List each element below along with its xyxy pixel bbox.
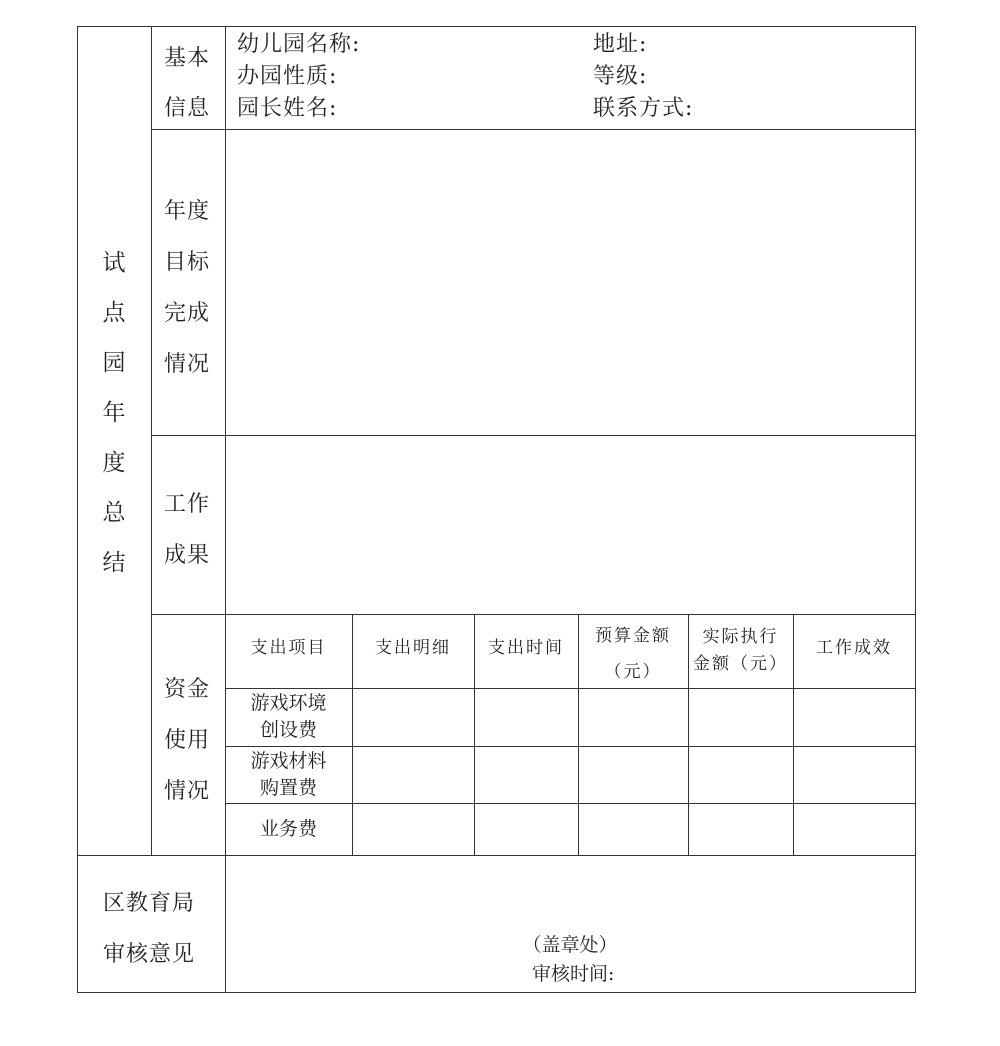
divider-work-results — [151, 614, 916, 615]
work-results-label-1: 工作 — [164, 492, 211, 517]
divider-fund-row1 — [225, 746, 916, 747]
border-bottom — [77, 992, 916, 993]
divider-label-col — [225, 26, 226, 993]
section-char: 结 — [102, 550, 126, 576]
funds-label-2: 使用 — [164, 728, 211, 753]
row2-item-line2: 购置费 — [259, 777, 317, 799]
kindergarten-name-field: 幼儿园名称: — [237, 32, 361, 57]
header-expense-time: 支出时间 — [488, 638, 564, 658]
row2-item-line1: 游戏材料 — [250, 750, 327, 772]
divider-review — [77, 855, 916, 856]
funds-label-3: 情况 — [164, 779, 211, 804]
annual-goals-label-3: 完成 — [164, 301, 211, 326]
border-top — [77, 26, 916, 27]
header-actual-line1: 实际执行 — [702, 627, 779, 647]
address-field: 地址: — [593, 32, 648, 57]
row1-item-line1: 游戏环境 — [250, 692, 327, 714]
divider-annual-goals — [151, 435, 916, 436]
section-char: 度 — [102, 450, 126, 476]
annual-goals-label-2: 目标 — [164, 250, 211, 275]
fund-col-4 — [578, 614, 579, 856]
review-label-line2: 审核意见 — [103, 942, 196, 967]
divider-fund-row2 — [225, 803, 916, 804]
section-char: 年 — [102, 400, 126, 426]
work-results-label-2: 成果 — [164, 543, 211, 568]
row1-item-line2: 创设费 — [259, 719, 317, 741]
basic-info-label-line1: 基本 — [164, 46, 211, 71]
fund-col-5 — [688, 614, 689, 856]
section-char: 点 — [102, 300, 126, 326]
header-actual-line2: 金额（元） — [693, 654, 788, 674]
nature-field: 办园性质: — [237, 64, 338, 89]
annual-goals-label-1: 年度 — [164, 199, 211, 224]
section-char: 总 — [102, 500, 126, 526]
section-char: 试 — [102, 250, 126, 276]
border-right — [915, 26, 916, 993]
grade-field: 等级: — [593, 64, 648, 89]
section-char: 园 — [102, 350, 126, 376]
header-budget-line2: （元） — [604, 662, 662, 682]
review-time-field: 审核时间: — [532, 963, 615, 985]
header-expense-detail: 支出明细 — [375, 638, 451, 658]
section-label — [96, 238, 132, 588]
border-left — [77, 26, 78, 993]
contact-field: 联系方式: — [593, 96, 694, 121]
divider-fund-header — [225, 688, 916, 689]
row3-item: 业务费 — [259, 818, 317, 840]
principal-name-field: 园长姓名: — [237, 96, 338, 121]
annual-goals-label-4: 情况 — [164, 352, 211, 377]
divider-section-col — [151, 26, 152, 856]
funds-label-1: 资金 — [164, 677, 211, 702]
divider-basic-info — [151, 129, 916, 130]
basic-info-label-line2: 信息 — [164, 96, 211, 121]
review-label-line1: 区教育局 — [103, 891, 196, 916]
stamp-placeholder: （盖章处） — [522, 934, 618, 956]
header-work-effect: 工作成效 — [816, 638, 892, 658]
header-budget-line1: 预算金额 — [595, 626, 671, 646]
header-expense-item: 支出项目 — [250, 638, 327, 658]
